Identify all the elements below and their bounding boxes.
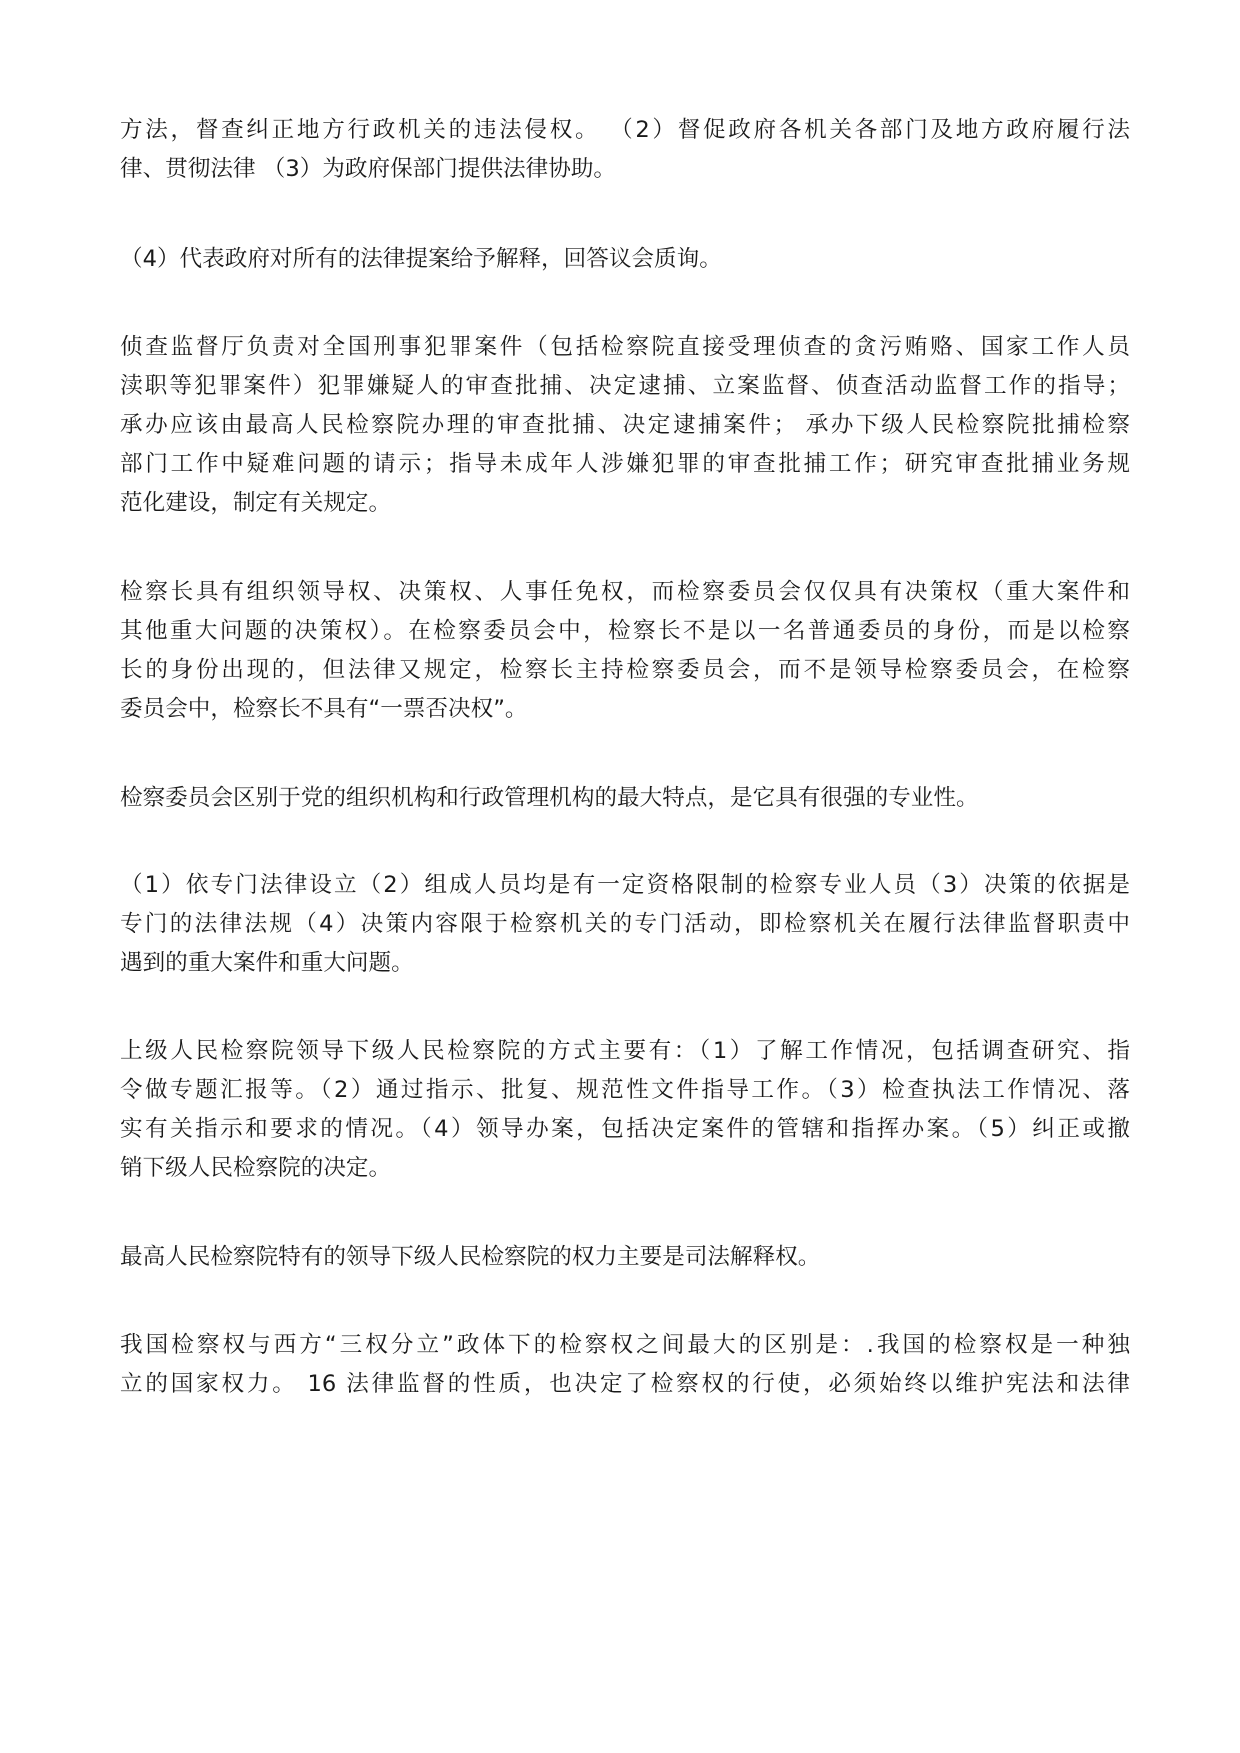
text-line: 我国检察权与西方“三权分立”政体下的检察权之间最大的区别是：.我国的检察权是一种独 [120,1332,1130,1358]
paragraph-3 [120,328,1130,523]
paragraph-4 [120,573,1130,729]
text-line: 检察委员会区别于党的组织机构和行政管理机构的最大特点，是它具有很强的专业性。 [120,785,979,811]
text-line: 长的身份出现的，但法律又规定，检察长主持检察委员会，而不是领导检察委员会，在检察 [120,657,1130,683]
text-line: 实有关指示和要求的情况。（4）领导办案，包括决定案件的管辖和指挥办案。（5）纠正或撤 [120,1116,1130,1142]
text-line: 方法，督查纠正地方行政机关的违法侵权。 （2）督促政府各机关各部门及地方政府履行法 [120,117,1130,143]
text-line: 范化建设，制定有关规定。 [120,490,392,516]
text-line: 渎职等犯罪案件）犯罪嫌疑人的审查批捕、决定逮捕、立案监督、侦查活动监督工作的指导； [120,373,1130,399]
text-line: （4）代表政府对所有的法律提案给予解释，回答议会质询。 [120,246,722,272]
text-line: 立的国家权力。 16 法律监督的性质，也决定了检察权的行使，必须始终以维护宪法和法律 [120,1371,1130,1397]
paragraph-2 [120,240,1130,279]
text-line: 检察长具有组织领导权、决策权、人事任免权，而检察委员会仅仅具有决策权（重大案件和 [120,579,1130,605]
paragraph-6 [120,866,1130,983]
text-line: （1）依专门法律设立（2）组成人员均是有一定资格限制的检察专业人员（3）决策的依据是 [120,872,1130,898]
text-line: 令做专题汇报等。（2）通过指示、批复、规范性文件指导工作。（3）检查执法工作情况、落 [120,1077,1130,1103]
text-line: 律、贯彻法律 （3）为政府保部门提供法律协助。 [120,156,617,182]
text-line: 遇到的重大案件和重大问题。 [120,950,414,976]
text-line: 承办应该由最高人民检察院办理的审查批捕、决定逮捕案件； 承办下级人民检察院批捕检察 [120,412,1130,438]
text-line: 其他重大问题的决策权）。在检察委员会中，检察长不是以一名普通委员的身份，而是以检察 [120,618,1130,644]
text-line: 侦查监督厅负责对全国刑事犯罪案件（包括检察院直接受理侦查的贪污贿赂、国家工作人员 [120,334,1130,360]
paragraph-8 [120,1238,1130,1277]
paragraph-7 [120,1032,1130,1188]
paragraph-5 [120,779,1130,818]
text-line: 最高人民检察院特有的领导下级人民检察院的权力主要是司法解释权。 [120,1244,821,1270]
paragraph-9 [120,1326,1130,1404]
text-line: 委员会中，检察长不具有“一票否决权”。 [120,696,528,722]
text-line: 部门工作中疑难问题的请示；指导未成年人涉嫌犯罪的审查批捕工作；研究审查批捕业务规 [120,451,1130,477]
paragraph-1 [120,111,1130,189]
text-line: 专门的法律法规（4）决策内容限于检察机关的专门活动，即检察机关在履行法律监督职责中 [120,911,1130,937]
text-line: 上级人民检察院领导下级人民检察院的方式主要有：（1）了解工作情况，包括调查研究、指 [120,1038,1130,1064]
text-line: 销下级人民检察院的决定。 [120,1155,392,1181]
